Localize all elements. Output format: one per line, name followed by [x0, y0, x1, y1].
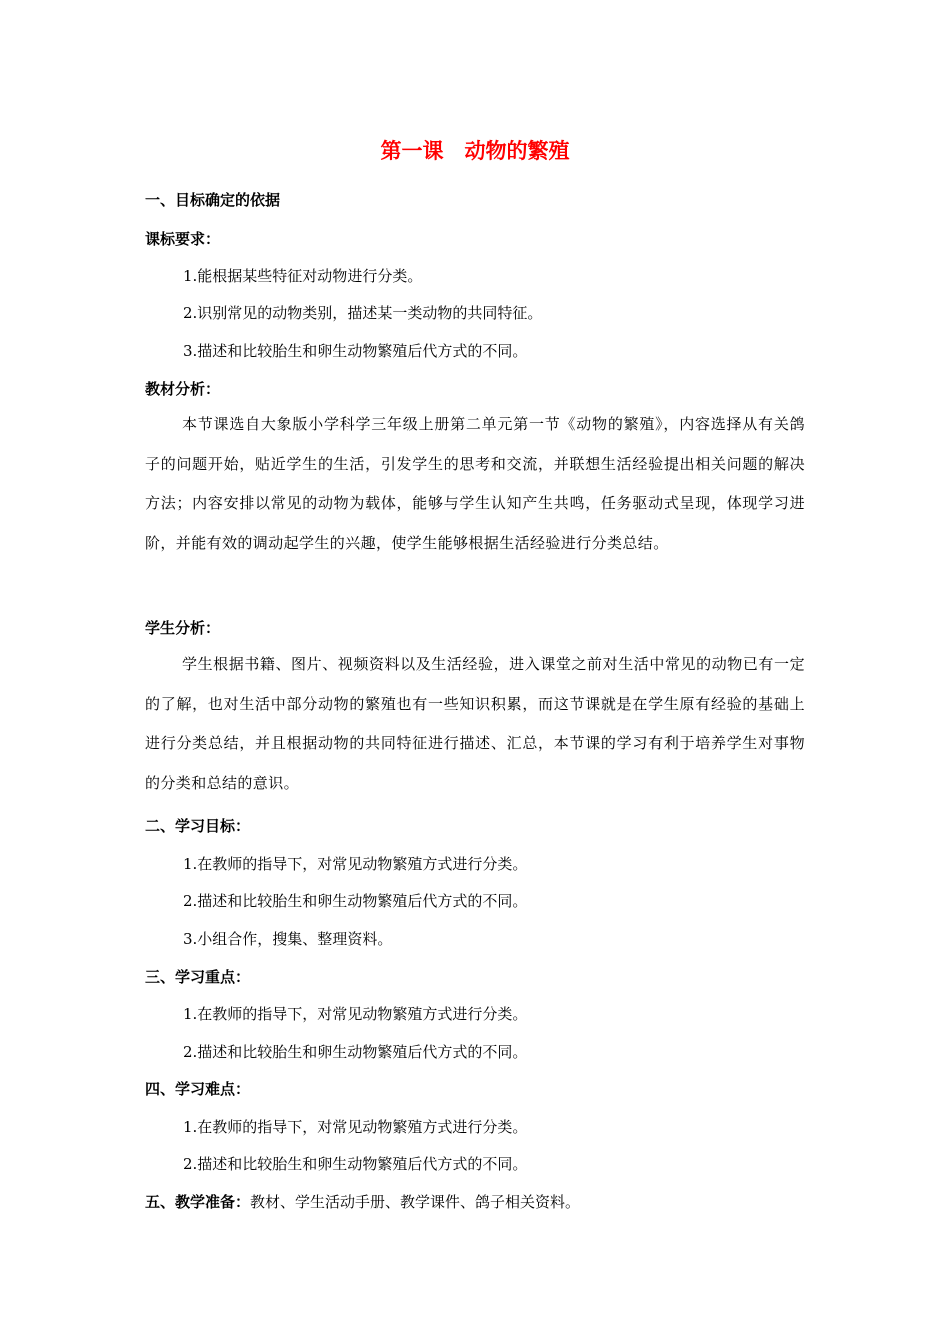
teaching-prep-text: 教材、学生活动手册、教学课件、鸽子相关资料。 — [250, 1193, 581, 1211]
teaching-prep — [145, 1191, 580, 1213]
section4-heading: 四、学习难点： — [145, 1080, 251, 1098]
section2-heading: 二、学习目标： — [145, 817, 251, 835]
curriculum-item: 3.描述和比较胎生和卵生动物繁殖后代方式的不同。 — [183, 342, 528, 360]
key-point-item: 2.描述和比较胎生和卵生动物繁殖后代方式的不同。 — [183, 1043, 528, 1061]
objective-item: 2.描述和比较胎生和卵生动物繁殖后代方式的不同。 — [183, 892, 528, 910]
objective-item: 3.小组合作，搜集、整理资料。 — [183, 930, 393, 948]
section3-heading: 三、学习重点： — [145, 968, 251, 986]
students-heading: 学生分析： — [145, 619, 221, 637]
textbook-paragraph: 本节课选自大象版小学科学三年级上册第二单元第一节《动物的繁殖》，内容选择从有关鸽子的问题开始，贴近学生的生活，引发学生的思考和交流，并联想生活经验提出相关问题的解决方法；内容安排以常见的动物为载体，能够与学生认知产生共鸣，任务驱动式呈现，体现学习进阶，并能有效的调动起学生的兴趣，使学生能够根据生活经验进行分类总结。 — [145, 415, 805, 552]
curriculum-heading: 课标要求： — [145, 230, 221, 248]
key-point-item: 1.在教师的指导下，对常见动物繁殖方式进行分类。 — [183, 1005, 528, 1023]
difficulty-item: 2.描述和比较胎生和卵生动物繁殖后代方式的不同。 — [183, 1155, 528, 1173]
section1-heading: 一、目标确定的依据 — [145, 191, 281, 209]
teaching-prep-label: 五、教学准备： — [145, 1193, 251, 1211]
difficulty-item: 1.在教师的指导下，对常见动物繁殖方式进行分类。 — [183, 1118, 528, 1136]
objective-item: 1.在教师的指导下，对常见动物繁殖方式进行分类。 — [183, 855, 528, 873]
students-paragraph: 学生根据书籍、图片、视频资料以及生活经验，进入课堂之前对生活中常见的动物已有一定的了解，也对生活中部分动物的繁殖也有一些知识积累，而这节课就是在学生原有经验的基础上进行分类总结，并且根据动物的共同特征进行描述、汇总，本节课的学习有利于培养学生对事物的分类和总结的意识。 — [145, 655, 805, 792]
curriculum-item: 1.能根据某些特征对动物进行分类。 — [183, 267, 423, 285]
textbook-heading: 教材分析： — [145, 380, 221, 398]
lesson-title: 第一课 动物的繁殖 — [380, 139, 570, 163]
curriculum-item: 2.识别常见的动物类别，描述某一类动物的共同特征。 — [183, 304, 543, 322]
